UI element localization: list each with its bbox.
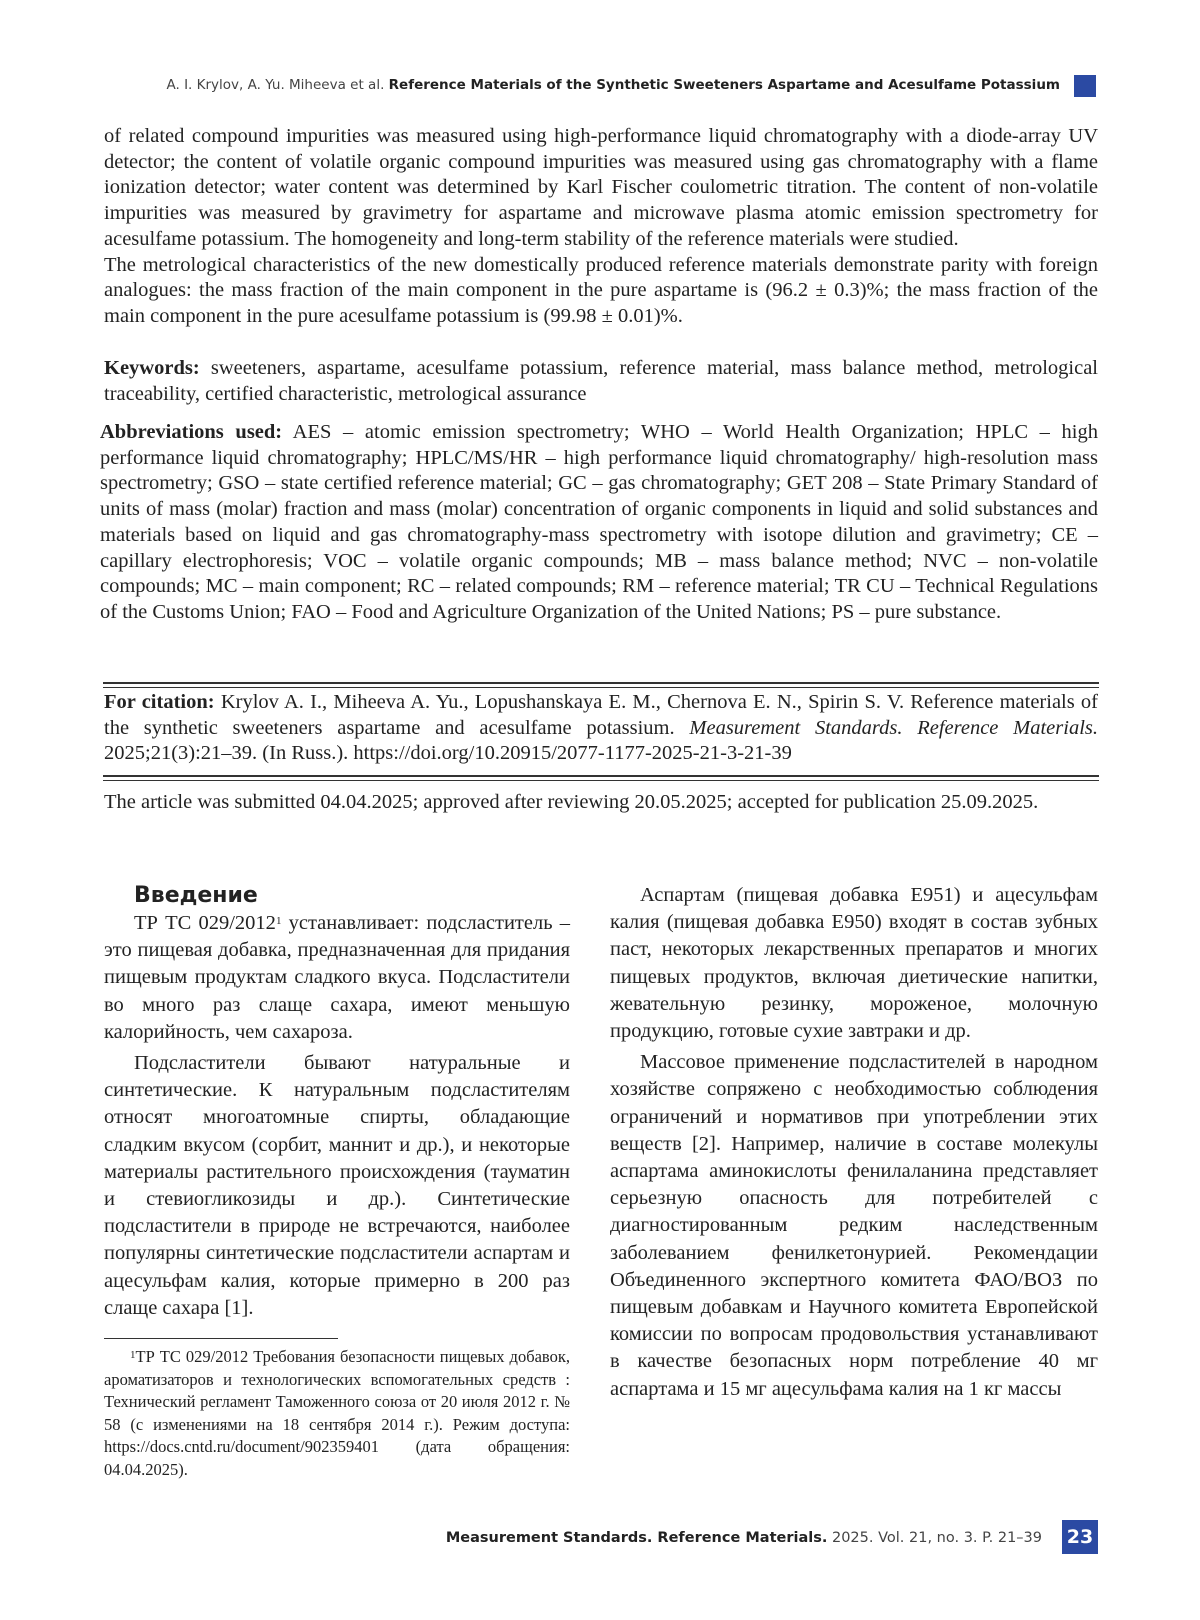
intro-paragraph-3: Аспартам (пищевая добавка Е951) и ацесульфам калия (пищевая добавка Е950) входят в состав зубных паст, некоторых лекарственных препаратов и многих пищевых продуктов, включая диетические напитки, жевательную резинку, мороженое, молочную продукцию, готовые сухие завтраки и др. [610, 884, 1098, 1043]
citation-text: Krylov A. I., Miheeva A. Yu., Lopushanskaya E. M., Chernova E. N., Spirin S. V. Reference materials of the synthetic sweeteners aspartame and acesulfame potassium. [104, 691, 1099, 739]
footnote-marker: 1 [130, 1349, 136, 1361]
footnote [104, 1346, 570, 1481]
intro-paragraph-2: Подсластители бывают натуральные и синтетические. К натуральным подсластителям относят многоатомные спирты, обладающие сладким вкусом (сорбит, маннит и др.), и некоторые материалы растительного происхождения (тауматин и стевиогликозиды и др.). Синтетические подсластители в природе не встречаются, наиболее популярны синтетические подсластители аспартам и ацесульфам калия, которые примерно в 200 раз слаще сахара [1]. [104, 1052, 570, 1319]
abbreviations [100, 420, 1098, 626]
running-header [167, 76, 1061, 94]
citation [104, 690, 1098, 767]
article-dates [104, 790, 1098, 816]
footnote-rule [104, 1338, 338, 1339]
keywords-text: sweeteners, aspartame, acesulfame potassium, reference material, mass balance method, metrological traceability, certified characteristic, metrological assurance [104, 357, 1098, 405]
citation-details: 2025;21(3):21–39. (In Russ.). https://doi.org/10.20915/2077-1177-2025-21-3-21-39 [104, 742, 792, 765]
left-column [104, 882, 570, 1326]
page-number: 23 [1062, 1520, 1098, 1554]
citation-top-rule [103, 682, 1099, 688]
citation-bottom-rule [103, 775, 1099, 781]
intro-paragraph-4: Массовое применение подсластителей в народном хозяйстве сопряжено с необходимостью соблюдения ограничений и нормативов при употреблении этих веществ [2]. Например, наличие в составе молекулы аспартама аминокислоты фенилаланина представляет серьезную опасность для потребителей с диагностированным редким наследственным заболеванием фенилкетонурией. Рекомендации Объединенного экспертного комитета ФАО/ВОЗ по пищевым добавкам и Научного комитета Европейской комиссии по вопросам продовольствия устанавливают в качестве безопасных норм потребление 40 мг аспартама и 15 мг ацесульфама калия на 1 кг массы [610, 1051, 1098, 1400]
keywords [104, 356, 1098, 407]
article-dates-text: The article was submitted 04.04.2025; approved after reviewing 20.05.2025; accepted for publication 25.09.2025. [104, 791, 1039, 813]
header-authors: A. I. Krylov, A. Yu. Miheeva et al. [166, 77, 385, 93]
abstract-paragraph-2: The metrological characteristics of the new domestically produced reference materials demonstrate parity with foreign analogues: the mass fraction of the main component in the pure aspartame is (96.2 ± 0.3)%; the mass fraction of the main component in the pure acesulfame potassium is (99.98 ± 0.01)%. [104, 253, 1098, 327]
section-title-introduction: Введение [134, 883, 258, 908]
abstract-paragraph-1: of related compound impurities was measured using high-performance liquid chromatography with a diode-array UV detector; the content of volatile organic compound impurities was measured using gas chromatography with a flame ionization detector; water content was determined by Karl Fischer coulometric titration. The content of non-volatile impurities was measured by gravimetry for aspartame and microwave plasma atomic emission spectrometry for acesulfame potassium. The homogeneity and long-term stability of the reference materials were studied. [104, 125, 1098, 250]
citation-journal: Measurement Standards. Reference Materials. [689, 716, 1098, 739]
header-title: Reference Materials of the Synthetic Sweeteners Aspartame and Acesulfame Potassium [388, 77, 1060, 93]
right-column [610, 882, 1098, 1407]
footnote-text: ТР ТС 029/2012 Требования безопасности пищевых добавок, ароматизаторов и технологических вспомогательных средств : Технический регламент Таможенного союза от 20 июля 2012 г. № 58 (с изменениями на 18 сентября 2014 г.). Режим доступа: https://docs.cntd.ru/document/902359401 (дата обращения: 04.04.2025). [104, 1347, 570, 1479]
abbreviations-label: Abbreviations used: [100, 421, 283, 443]
footer-issue: 2025. Vol. 21, no. 3. P. 21–39 [831, 1530, 1042, 1546]
header-accent-square [1074, 75, 1096, 97]
page-footer [446, 1528, 1042, 1548]
keywords-label: Keywords: [104, 357, 200, 379]
citation-label: For citation: [104, 691, 215, 713]
abbreviations-text: AES – atomic emission spectrometry; WHO – World Health Organization; HPLC – high performance liquid chromatography; HPLC/MS/HR – high performance liquid chromatography/ high-resolution mass spectrometry; GSO – state certified reference material; GC – gas chromatography; GET 208 – State Primary Standard of units of mass (molar) fraction and mass (molar) concentration of organic components in liquid and solid substances and materials based on liquid and gas chromatography-mass spectrometry with isotope dilution and gravimetry; CE – capillary electrophoresis; VOC – volatile organic compounds; MB – mass balance method; NVC – non-volatile compounds; MC – main component; RC – related compounds; RM – reference material; TR CU – Technical Regulations of the Customs Union; FAO – Food and Agriculture Organization of the United Nations; PS – pure substance. [100, 421, 1098, 623]
abstract [104, 124, 1098, 330]
footer-journal: Measurement Standards. Reference Materials. [445, 1530, 828, 1546]
intro-paragraph-1: ТР ТС 029/2012$^1$ устанавливает: подсластитель – это пищевая добавка, предназначенная для придания пищевым продуктам сладкого вкуса. Подсластители во много раз слаще сахара, имеют меньшую калорийность, чем сахароза. [104, 912, 570, 1043]
